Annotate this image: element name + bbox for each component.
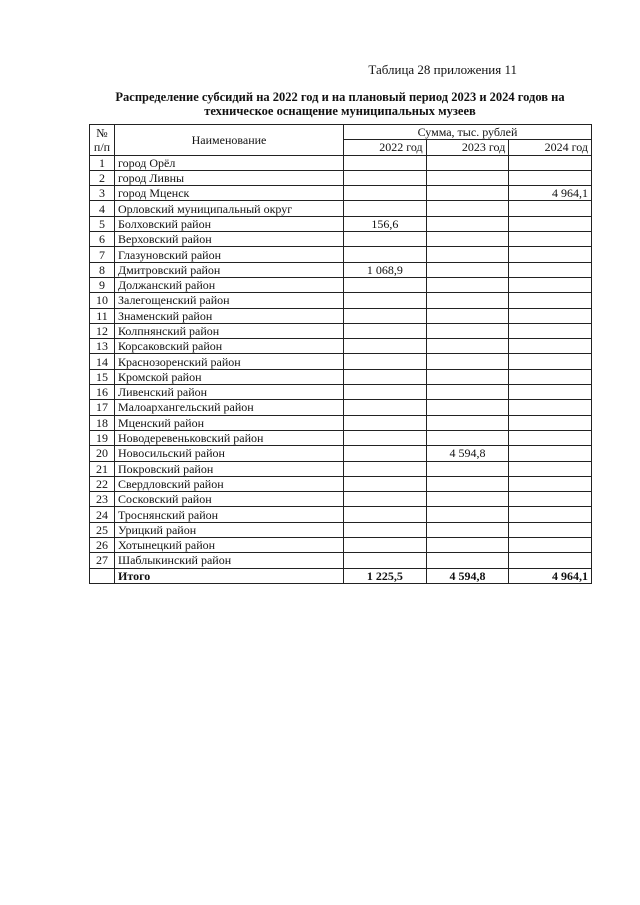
row-value-2023 xyxy=(426,492,509,507)
row-value-2024 xyxy=(509,385,592,400)
table-row xyxy=(90,201,592,216)
row-number: 23 xyxy=(90,492,115,507)
row-name: город Мценск xyxy=(115,186,344,201)
total-2023: 4 594,8 xyxy=(426,568,509,583)
table-row xyxy=(90,461,592,476)
row-value-2024: 4 964,1 xyxy=(509,186,592,201)
row-value-2022: 1 068,9 xyxy=(344,262,427,277)
row-value-2022 xyxy=(344,293,427,308)
row-number: 2 xyxy=(90,170,115,185)
row-name: город Орёл xyxy=(115,155,344,170)
row-name: Залегощенский район xyxy=(115,293,344,308)
row-value-2022 xyxy=(344,186,427,201)
table-row xyxy=(90,400,592,415)
row-value-2023 xyxy=(426,538,509,553)
table-row xyxy=(90,232,592,247)
row-number: 10 xyxy=(90,293,115,308)
table-row xyxy=(90,339,592,354)
total-row xyxy=(90,568,592,583)
row-number: 11 xyxy=(90,308,115,323)
row-value-2023 xyxy=(426,415,509,430)
row-value-2024 xyxy=(509,415,592,430)
table-row xyxy=(90,415,592,430)
header-sum: Сумма, тыс. рублей xyxy=(344,125,592,140)
row-value-2022 xyxy=(344,492,427,507)
row-value-2023 xyxy=(426,339,509,354)
row-value-2024 xyxy=(509,446,592,461)
total-number-cell xyxy=(90,568,115,583)
row-value-2022 xyxy=(344,155,427,170)
row-value-2024 xyxy=(509,262,592,277)
table-row xyxy=(90,369,592,384)
table-row xyxy=(90,323,592,338)
row-number: 27 xyxy=(90,553,115,568)
row-name: Корсаковский район xyxy=(115,339,344,354)
header-number-line1: № xyxy=(96,125,108,140)
row-value-2023 xyxy=(426,186,509,201)
total-2024: 4 964,1 xyxy=(509,568,592,583)
table-row xyxy=(90,308,592,323)
table-row xyxy=(90,170,592,185)
row-name: Орловский муниципальный округ xyxy=(115,201,344,216)
row-value-2023 xyxy=(426,430,509,445)
row-number: 24 xyxy=(90,507,115,522)
row-name: Малоархангельский район xyxy=(115,400,344,415)
row-value-2022 xyxy=(344,400,427,415)
row-name: город Ливны xyxy=(115,170,344,185)
row-value-2022 xyxy=(344,476,427,491)
row-value-2024 xyxy=(509,522,592,537)
row-number: 16 xyxy=(90,385,115,400)
row-name: Свердловский район xyxy=(115,476,344,491)
row-number: 1 xyxy=(90,155,115,170)
header-number-line2: п/п xyxy=(93,139,111,154)
row-value-2022 xyxy=(344,522,427,537)
row-name: Сосковский район xyxy=(115,492,344,507)
row-value-2023 xyxy=(426,522,509,537)
row-number: 25 xyxy=(90,522,115,537)
row-number: 14 xyxy=(90,354,115,369)
row-value-2023 xyxy=(426,385,509,400)
row-name: Краснозоренский район xyxy=(115,354,344,369)
row-value-2022 xyxy=(344,339,427,354)
row-number: 7 xyxy=(90,247,115,262)
row-number: 19 xyxy=(90,430,115,445)
row-value-2024 xyxy=(509,277,592,292)
row-value-2024 xyxy=(509,400,592,415)
row-value-2024 xyxy=(509,293,592,308)
header-year-2024: 2024 год xyxy=(509,140,592,155)
row-name: Покровский район xyxy=(115,461,344,476)
row-value-2024 xyxy=(509,538,592,553)
row-number: 8 xyxy=(90,262,115,277)
row-value-2024 xyxy=(509,170,592,185)
row-name: Дмитровский район xyxy=(115,262,344,277)
row-value-2023: 4 594,8 xyxy=(426,446,509,461)
row-number: 9 xyxy=(90,277,115,292)
row-name: Новодеревеньковский район xyxy=(115,430,344,445)
row-name: Колпнянский район xyxy=(115,323,344,338)
table-row xyxy=(90,538,592,553)
header-year-2023: 2023 год xyxy=(426,140,509,155)
row-number: 5 xyxy=(90,216,115,231)
table-row xyxy=(90,553,592,568)
total-label: Итого xyxy=(115,568,344,583)
row-number: 6 xyxy=(90,232,115,247)
row-value-2023 xyxy=(426,170,509,185)
row-number: 4 xyxy=(90,201,115,216)
table-row xyxy=(90,293,592,308)
row-name: Знаменский район xyxy=(115,308,344,323)
table-row xyxy=(90,385,592,400)
row-value-2024 xyxy=(509,216,592,231)
row-value-2024 xyxy=(509,354,592,369)
row-value-2023 xyxy=(426,553,509,568)
row-number: 22 xyxy=(90,476,115,491)
row-value-2022 xyxy=(344,170,427,185)
row-value-2022 xyxy=(344,415,427,430)
table-row xyxy=(90,446,592,461)
row-number: 20 xyxy=(90,446,115,461)
table-row xyxy=(90,354,592,369)
row-value-2023 xyxy=(426,293,509,308)
row-number: 3 xyxy=(90,186,115,201)
row-value-2023 xyxy=(426,476,509,491)
row-name: Хотынецкий район xyxy=(115,538,344,553)
row-value-2024 xyxy=(509,232,592,247)
row-value-2022 xyxy=(344,385,427,400)
row-name: Шаблыкинский район xyxy=(115,553,344,568)
row-number: 17 xyxy=(90,400,115,415)
row-value-2024 xyxy=(509,492,592,507)
row-name: Кромской район xyxy=(115,369,344,384)
subsidy-table xyxy=(89,124,592,584)
row-name: Верховский район xyxy=(115,232,344,247)
row-value-2024 xyxy=(509,323,592,338)
table-row xyxy=(90,247,592,262)
table-row xyxy=(90,476,592,491)
row-name: Ливенский район xyxy=(115,385,344,400)
row-value-2024 xyxy=(509,461,592,476)
row-value-2023 xyxy=(426,216,509,231)
row-number: 26 xyxy=(90,538,115,553)
row-name: Должанский район xyxy=(115,277,344,292)
table-caption: Таблица 28 приложения 11 xyxy=(368,62,517,77)
row-value-2024 xyxy=(509,339,592,354)
row-value-2022 xyxy=(344,369,427,384)
row-value-2023 xyxy=(426,201,509,216)
row-name: Урицкий район xyxy=(115,522,344,537)
row-value-2023 xyxy=(426,277,509,292)
table-row xyxy=(90,492,592,507)
row-value-2024 xyxy=(509,553,592,568)
row-name: Новосильский район xyxy=(115,446,344,461)
table-row xyxy=(90,186,592,201)
header-year-2022: 2022 год xyxy=(344,140,427,155)
table-row xyxy=(90,277,592,292)
row-value-2022: 156,6 xyxy=(344,216,427,231)
header-name: Наименование xyxy=(115,125,344,156)
row-name: Мценский район xyxy=(115,415,344,430)
table-row xyxy=(90,430,592,445)
row-value-2022 xyxy=(344,323,427,338)
row-value-2022 xyxy=(344,538,427,553)
row-value-2023 xyxy=(426,323,509,338)
row-value-2024 xyxy=(509,308,592,323)
row-number: 15 xyxy=(90,369,115,384)
header-number xyxy=(90,125,115,156)
row-value-2024 xyxy=(509,507,592,522)
row-name: Болховский район xyxy=(115,216,344,231)
row-number: 13 xyxy=(90,339,115,354)
document-title: Распределение субсидий на 2022 год и на плановый период 2023 и 2024 годов на техническое оснащение муниципальных музеев xyxy=(115,90,565,118)
table-row xyxy=(90,155,592,170)
row-value-2023 xyxy=(426,155,509,170)
row-number: 18 xyxy=(90,415,115,430)
table-row xyxy=(90,507,592,522)
row-value-2024 xyxy=(509,369,592,384)
table-body xyxy=(90,155,592,568)
table-row xyxy=(90,522,592,537)
row-value-2024 xyxy=(509,247,592,262)
table-row xyxy=(90,216,592,231)
row-value-2022 xyxy=(344,277,427,292)
row-value-2022 xyxy=(344,430,427,445)
row-value-2023 xyxy=(426,262,509,277)
row-value-2023 xyxy=(426,369,509,384)
row-value-2023 xyxy=(426,354,509,369)
row-value-2022 xyxy=(344,507,427,522)
row-value-2024 xyxy=(509,476,592,491)
row-value-2022 xyxy=(344,247,427,262)
row-value-2022 xyxy=(344,308,427,323)
row-value-2022 xyxy=(344,232,427,247)
row-value-2023 xyxy=(426,232,509,247)
table-row xyxy=(90,262,592,277)
row-value-2022 xyxy=(344,553,427,568)
row-value-2022 xyxy=(344,354,427,369)
row-value-2024 xyxy=(509,201,592,216)
row-value-2024 xyxy=(509,430,592,445)
row-value-2022 xyxy=(344,446,427,461)
row-value-2024 xyxy=(509,155,592,170)
row-value-2023 xyxy=(426,247,509,262)
row-value-2023 xyxy=(426,400,509,415)
row-number: 12 xyxy=(90,323,115,338)
row-value-2023 xyxy=(426,461,509,476)
row-value-2022 xyxy=(344,461,427,476)
row-name: Троснянский район xyxy=(115,507,344,522)
row-value-2022 xyxy=(344,201,427,216)
row-number: 21 xyxy=(90,461,115,476)
total-2022: 1 225,5 xyxy=(344,568,427,583)
row-value-2023 xyxy=(426,308,509,323)
row-value-2023 xyxy=(426,507,509,522)
row-name: Глазуновский район xyxy=(115,247,344,262)
